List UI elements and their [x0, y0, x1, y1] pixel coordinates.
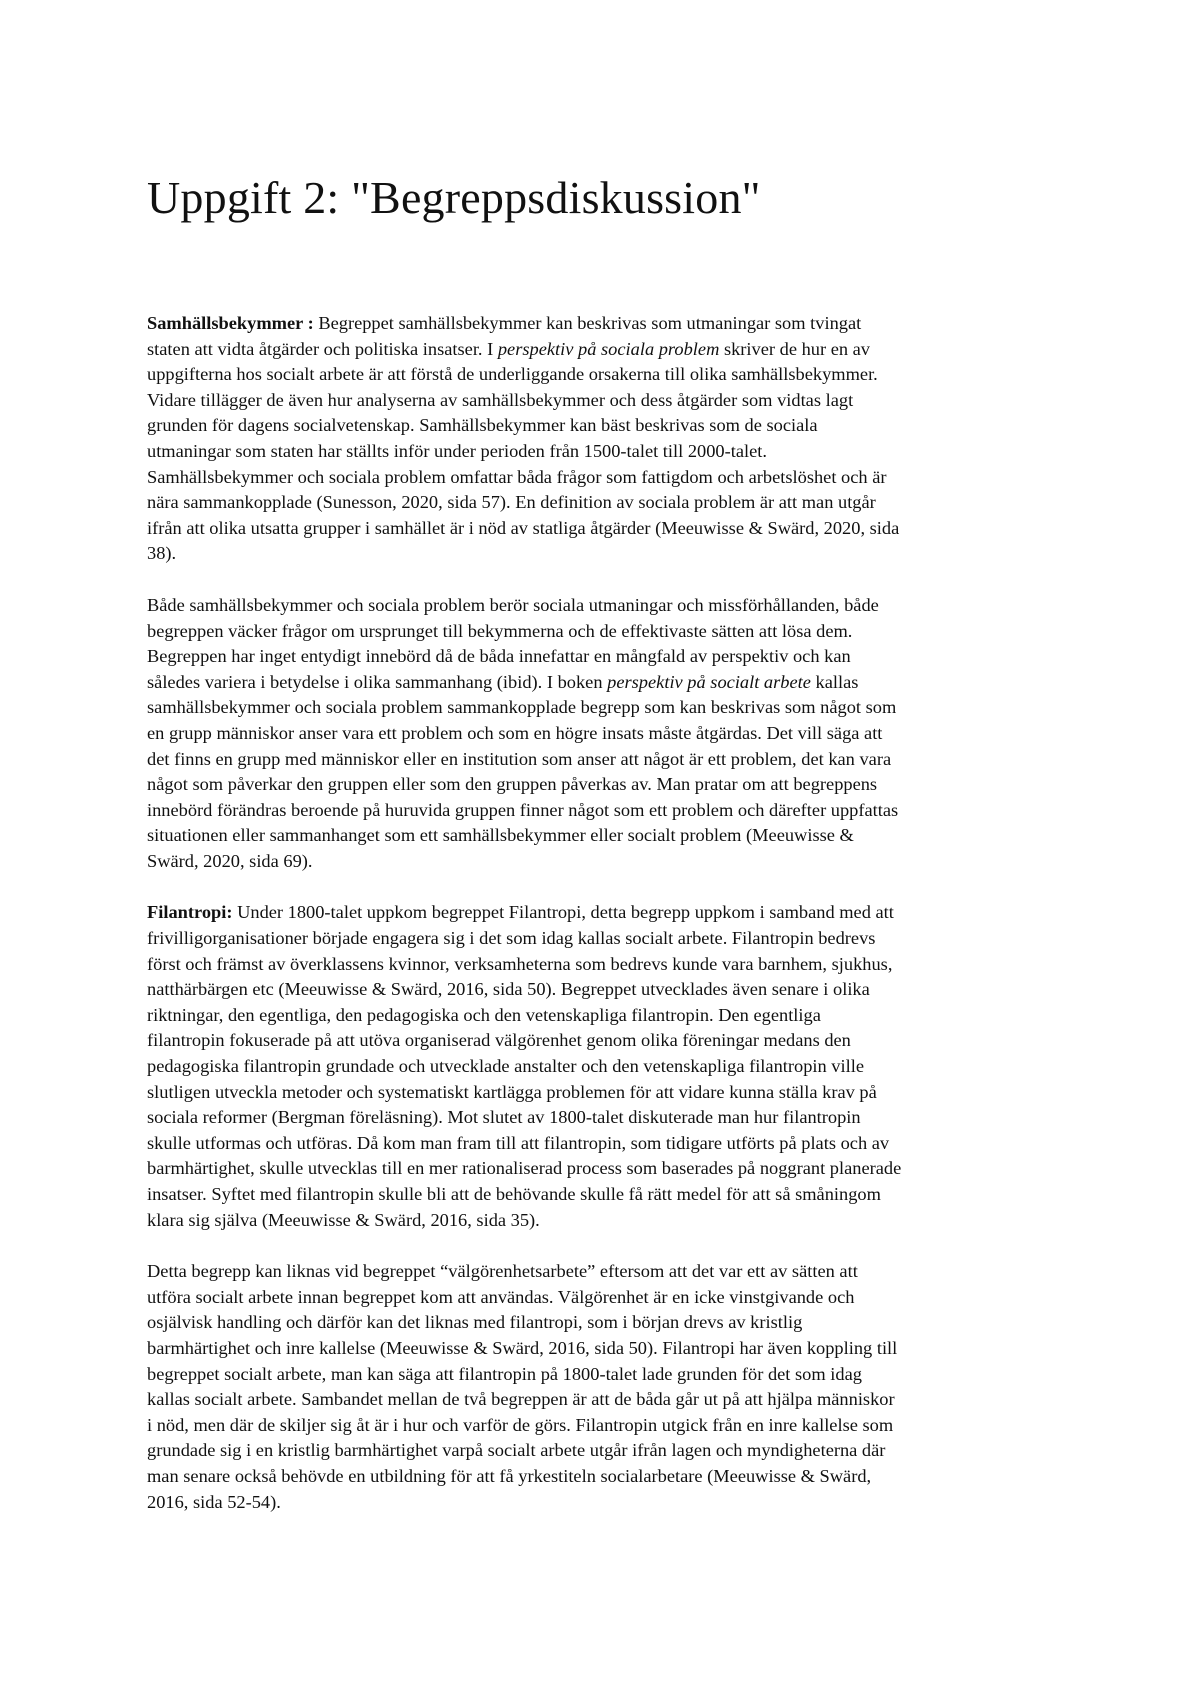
text-segment: sociala reformer (Bergman föreläsning). Mot slutet av 1800-talet diskuterade man hur filantropin	[147, 1107, 861, 1128]
text-line	[147, 823, 1067, 849]
text-line	[147, 1336, 1067, 1362]
text-segment: först och främst av överklassens kvinnor, verksamheterna som bedrevs kunde vara barnhem, sjukhus,	[147, 953, 893, 974]
body-paragraph	[147, 311, 1067, 567]
text-line	[147, 952, 1067, 978]
text-segment: grunden för dagens socialvetenskap. Samhällsbekymmer kan bäst beskrivas som de sociala	[147, 415, 818, 436]
text-line	[147, 362, 1067, 388]
text-segment: osjälvisk handling och därför kan det liknas med filantropi, som i början drevs av kristlig	[147, 1312, 803, 1333]
text-line	[147, 1362, 1067, 1388]
text-line	[147, 388, 1067, 414]
text-segment: en grupp människor anser vara ett problem och som en högre insats måste åtgärdas. Det vill säga att	[147, 722, 883, 743]
text-segment: det finns en grupp med människor eller en institution som anser att något är ett problem, det kan vara	[147, 748, 892, 769]
text-line	[147, 465, 1067, 491]
text-segment: skriver de hur en av	[719, 338, 871, 359]
text-line	[147, 516, 1067, 542]
term-heading: Filantropi:	[147, 902, 233, 923]
text-segment: kallas socialt arbete. Sambandet mellan de två begreppen är att de båda går ut på att hjälpa människor	[147, 1389, 895, 1410]
text-segment: Begreppen har inget entydigt innebörd då de båda innefattar en mångfald av perspektiv och kan	[147, 646, 851, 667]
text-segment: utföra socialt arbete innan begreppet kom att användas. Välgörenhet är en icke vinstgivande och	[147, 1286, 855, 1307]
text-segment: begreppen väcker frågor om ursprunget till bekymmerna och de effektivaste sätten att lösa dem.	[147, 620, 853, 641]
text-segment: pedagogiska filantropin grundade och utvecklade anstalter och den vetenskapliga filantropin ville	[147, 1056, 864, 1077]
text-segment: riktningar, den egentliga, den pedagogiska och den vetenskapliga filantropin. Den egentliga	[147, 1004, 821, 1025]
text-line	[147, 1464, 1067, 1490]
text-segment: samhällsbekymmer och sociala problem sammankopplade begrepp som kan beskrivas som något som	[147, 697, 897, 718]
text-segment: begreppet socialt arbete, man kan säga att filantropin på 1800-talet lade grunden för det som idag	[147, 1363, 862, 1384]
text-line	[147, 1387, 1067, 1413]
book-title: perspektiv på socialt arbete	[607, 671, 811, 692]
text-segment: staten att vidta åtgärder och politiska insatser. I	[147, 338, 498, 359]
text-segment: i nöd, men där de skiljer sig åt är i hur och varför de görs. Filantropin utgick från en inre kallelse som	[147, 1414, 894, 1435]
text-segment: barmhärtighet, skulle utvecklas till en mer rationaliserad process som baserades på noggrant planerade	[147, 1158, 902, 1179]
text-line	[147, 900, 1067, 926]
text-line	[147, 1285, 1067, 1311]
text-line	[147, 1003, 1067, 1029]
text-line	[147, 413, 1067, 439]
text-line	[147, 1156, 1067, 1182]
term-heading: Samhällsbekymmer :	[147, 313, 314, 333]
text-segment: frivilligorganisationer började engagera sig i det som idag kallas socialt arbete. Filantropin bedrevs	[147, 928, 876, 949]
text-line	[147, 1182, 1067, 1208]
text-segment: situationen eller sammanhanget som ett samhällsbekymmer eller socialt problem (Meeuwisse &	[147, 825, 854, 846]
text-line	[147, 695, 1067, 721]
text-line	[147, 926, 1067, 952]
text-segment: Detta begrepp kan liknas vid begreppet “välgörenhetsarbete” eftersom att det var ett av sätten att	[147, 1261, 858, 1282]
body-paragraph	[147, 1259, 1067, 1515]
text-segment: kallas	[810, 671, 859, 692]
text-segment: 38).	[147, 543, 177, 564]
text-line	[147, 619, 1067, 645]
text-line	[147, 721, 1067, 747]
text-segment: Begreppet samhällsbekymmer kan beskrivas som utmaningar som tvingat	[313, 313, 862, 333]
text-line	[147, 644, 1067, 670]
text-segment: Vidare tillägger de även hur analyserna av samhällsbekymmer och dess åtgärder som vidtas lagt	[147, 389, 854, 410]
text-line	[147, 1490, 1067, 1516]
body-paragraph	[147, 593, 1067, 875]
text-line	[147, 798, 1067, 824]
text-segment: innebörd förändras beroende på huruvida gruppen finner något som ett problem och därefter uppfattas	[147, 799, 899, 820]
text-segment: nära sammankopplade (Sunesson, 2020, sida 57). En definition av sociala problem är att man utgår	[147, 492, 876, 513]
page-title: Uppgift 2: "Begreppsdiskussion"	[147, 172, 761, 223]
text-segment: således variera i betydelse i olika sammanhang (ibid). I boken	[147, 671, 608, 692]
text-segment: natthärbärgen etc (Meeuwisse & Swärd, 2016, sida 50). Begreppet utvecklades även senare i olika	[147, 979, 870, 1000]
book-title: perspektiv på sociala problem	[497, 338, 720, 359]
document-body	[147, 311, 1067, 1541]
text-line	[147, 747, 1067, 773]
text-line	[147, 849, 1067, 875]
text-line	[147, 1310, 1067, 1336]
text-segment: uppgifterna hos socialt arbete är att förstå de underliggande orsakerna till olika samhällsbekymmer.	[147, 364, 878, 385]
text-segment: klara sig själva (Meeuwisse & Swärd, 2016, sida 35).	[147, 1209, 540, 1230]
text-line	[147, 1080, 1067, 1106]
text-line	[147, 541, 1067, 567]
text-line	[147, 1131, 1067, 1157]
text-line	[147, 1105, 1067, 1131]
text-segment: slutligen utveckla metoder och systematiskt kartlägga problemen för att vidare kunna ställa krav på	[147, 1081, 877, 1102]
text-line	[147, 1259, 1067, 1285]
text-segment: barmhärtighet och inre kallelse (Meeuwisse & Swärd, 2016, sida 50). Filantropi har även koppling till	[147, 1337, 898, 1358]
text-segment: utmaningar som staten har ställts inför under perioden från 1500-talet till 2000-talet.	[147, 440, 768, 461]
text-segment: Både samhällsbekymmer och sociala problem berör sociala utmaningar och missförhållanden, både	[147, 594, 879, 615]
text-line	[147, 311, 1067, 337]
text-line	[147, 1208, 1067, 1234]
text-line	[147, 1028, 1067, 1054]
text-segment: något som påverkar den gruppen eller som den gruppen påverkas av. Man pratar om att begreppens	[147, 774, 878, 795]
text-line	[147, 977, 1067, 1003]
body-paragraph	[147, 900, 1067, 1233]
text-segment: Under 1800-talet uppkom begreppet Filantropi, detta begrepp uppkom i samband med att	[232, 902, 894, 923]
text-segment: filantropin fokuserade på att utöva organiserad välgörenhet genom olika föreningar medans den	[147, 1030, 851, 1051]
text-segment: insatser. Syftet med filantropin skulle bli att de behövande skulle få rätt medel för att så småningom	[147, 1184, 881, 1204]
text-segment: Swärd, 2020, sida 69).	[147, 850, 313, 871]
text-line	[147, 1438, 1067, 1464]
text-segment: man senare också behövde en utbildning för att få yrkestiteln socialarbetare (Meeuwisse & Swärd,	[147, 1465, 872, 1486]
text-line	[147, 337, 1067, 363]
text-segment: 2016, sida 52-54).	[147, 1491, 281, 1512]
text-line	[147, 1054, 1067, 1080]
text-segment: Samhällsbekymmer och sociala problem omfattar båda frågor som fattigdom och arbetslöshet och är	[147, 466, 887, 487]
text-segment: skulle utformas och utföras. Då kom man fram till att filantropin, som tidigare utförts på plats och av	[147, 1132, 890, 1153]
text-segment: ifrån att olika utsatta grupper i samhället är i nöd av statliga åtgärder (Meeuwisse & Swärd, 2020, sida	[147, 517, 900, 538]
text-line	[147, 439, 1067, 465]
text-line	[147, 1413, 1067, 1439]
text-segment: grundade sig i en kristlig barmhärtighet varpå socialt arbete utgår ifrån lagen och myndigheterna där	[147, 1440, 886, 1461]
text-line	[147, 772, 1067, 798]
text-line	[147, 670, 1067, 696]
text-line	[147, 490, 1067, 516]
text-line	[147, 593, 1067, 619]
